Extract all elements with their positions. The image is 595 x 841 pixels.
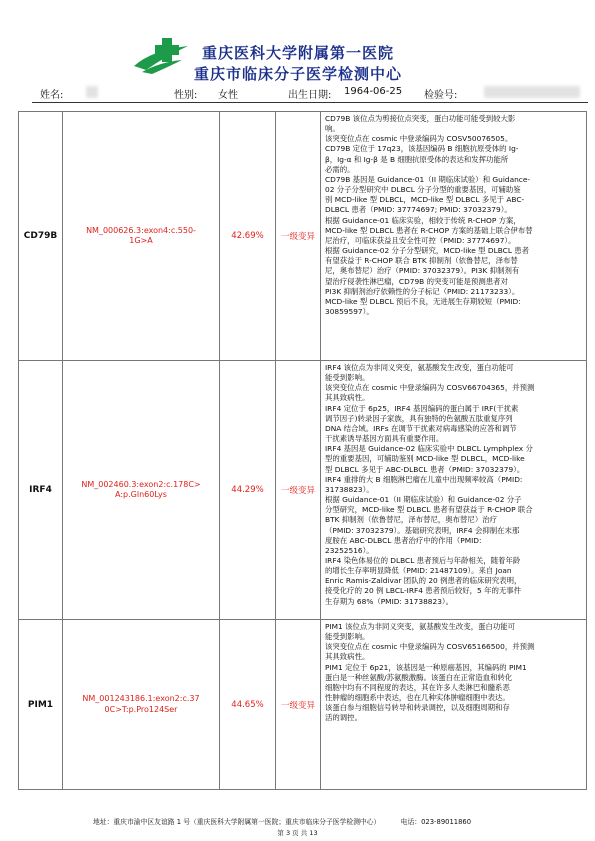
table-row [19, 112, 587, 361]
variant-cell: NM_000626.3:exon4:c.550- 1G>A [63, 112, 220, 361]
redacted-sample-id [484, 86, 580, 98]
redacted-name [86, 86, 98, 98]
hospital-logo-icon [132, 36, 190, 76]
description-cell: PIM1 该位点为非同义突变，氨基酸发生改变，蛋白功能可 能受到影响。 该突变位点在 cosmic 中登录编码为 COSV65166500，并预测 其具致病性。 PIM1 定位于 6p21，该基因是一种原癌基因，其编码的 PIM1 蛋白是一种丝氨酸/苏氨酸激酶。该蛋白在正常造血和转化 细胞中均有不同程度的表达，其在许多人类淋巴和髓系恶 性肿瘤的细胞系中表达，也在几种实体肿瘤细胞中表达。 该蛋白参与细胞信号转导和转录调控，以及细胞周期和存 活的调控。 [321, 620, 587, 790]
frequency-cell: 42.69% [220, 112, 276, 361]
gender-value: 女性 [218, 90, 238, 101]
frequency-cell: 44.29% [220, 361, 276, 620]
table-row [19, 361, 587, 620]
classification-cell: 一级变异 [276, 620, 321, 790]
center-name: 重庆市临床分子医学检测中心 [194, 65, 403, 83]
variant-cell: NM_001243186.1:exon2:c.37 0C>T:p.Pro124Ser [63, 620, 220, 790]
description-cell: CD79B 该位点为剪接位点突变，蛋白功能可能受到较大影 响。 该突变位点在 cosmic 中登录编码为 COSV50076505。 CD79B 定位于 17q23，该基因编码 B 细胞抗原受体的 Ig- β，Ig-α 和 Ig-β 是 B 细胞抗原受体的表达和发挥功能所 必需的。 CD79B 基因是 Guidance-01（II 期临床试验）和 Guidance- 02 分子分型研究中 DLBCL 分子分型的重要基因，可辅助鉴 别 MCD-like 型 DLBCL，MCD-like 型 DLBCL 多见于 ABC- DLBCL 患者（PMID: 37774697; PMID: 37032379）。 根据 Guidance-01 临床实验，相较于传统 R-CHOP 方案， MCD-like 型 DLBCL 患者在 R-CHOP 方案的基础上联合伊布替 尼治疗，可临床获益且安全性可控（PMID: 37774697）。 根据 Guidance-02 分子分型研究，MCD-like 型 DLBCL 患者 有望获益于 R-CHOP 联合 BTK 抑制剂（依鲁替尼，泽布替 尼，奥布替尼）治疗（PMID: 37032379）。PI3K 抑制剂有 望治疗侵袭性淋巴瘤，CD79B 的突变可能是预测患者对 PI3K 抑制剂治疗依赖性的分子标记（PMID: 21173233）。 MCD-like 型 DLBCL 预后不良，无进展生存期较短（PMID: 30859597）。 [321, 112, 587, 361]
variant-table [18, 111, 587, 790]
sample-label: 检验号: [424, 90, 458, 101]
hospital-name: 重庆医科大学附属第一医院 [202, 44, 395, 62]
gene-cell: PIM1 [19, 620, 63, 790]
dob-value: 1964-06-25 [344, 86, 403, 97]
name-label: 姓名: [40, 90, 64, 101]
variant-cell: NM_002460.3:exon2:c.178C> A:p.Gln60Lys [63, 361, 220, 620]
gene-cell: CD79B [19, 112, 63, 361]
gender-label: 性别: [174, 90, 198, 101]
table-row [19, 620, 587, 790]
report-header [0, 0, 595, 82]
classification-cell: 一级变异 [276, 361, 321, 620]
patient-info-line [32, 84, 588, 102]
dob-label: 出生日期: [288, 90, 332, 101]
classification-cell: 一级变异 [276, 112, 321, 361]
footer-address: 地址：重庆市渝中区友谊路 1 号（重庆医科大学附属第一医院；重庆市临床分子医学检测中心） 电话：023-89011860 [93, 818, 472, 826]
gene-cell: IRF4 [19, 361, 63, 620]
description-cell: IRF4 该位点为非同义突变，氨基酸发生改变，蛋白功能可 能受到影响。 该突变位点在 cosmic 中登录编码为 COSV66704365，并预测 其具致病性。 IRF4 定位于 6p25，IRF4 基因编码的蛋白属于 IRF(干扰素 调节因子)转录因子家族，具有独特的色氨酸五肽重复序列 DNA 结合域。IRFs 在调节干扰素对病毒感染的应答和调节 干扰素诱导基因方面具有重要作用。 IRF4 基因是 Guidance-02 临床实验中 DLBCL Lymphplex 分 型的重要基因，可辅助鉴别 MCD-like 型 DLBCL，MCD-like 型 DLBCL 多见于 ABC-DLBCL 患者（PMID: 37032379）。 IRF4 重排的大 B 细胞淋巴瘤在儿童中出现频率较高（PMID: 31738823）。 根据 Guidance-01（II 期临床试验）和 Guidance-02 分子 分型研究，MCD-like 型 DLBCL 患者有望获益于 R-CHOP 联合 BTK 抑制剂（依鲁替尼，泽布替尼，奥布替尼）治疗 （PMID: 37032379）。基础研究表明，IRF4 会抑制在末那 度胺在 ABC-DLBCL 患者治疗中的作用（PMID: 23252516）。 IRF4 染色体易位的 DLBCL 患者预后与年龄相关，随着年龄 的增长生存率明显降低（PMID: 21487109）。来自 Joan Enric Ramis-Zaldivar 团队的 20 例患者的临床研究表明， 接受化疗的 20 例 LBCL-IRF4 患者预后较好，5 年的无事件 生存期为 68%（PMID: 31738823）。 [321, 361, 587, 620]
page-number: 第 3 页 共 13 [277, 829, 318, 837]
header-divider [32, 102, 588, 103]
frequency-cell: 44.65% [220, 620, 276, 790]
